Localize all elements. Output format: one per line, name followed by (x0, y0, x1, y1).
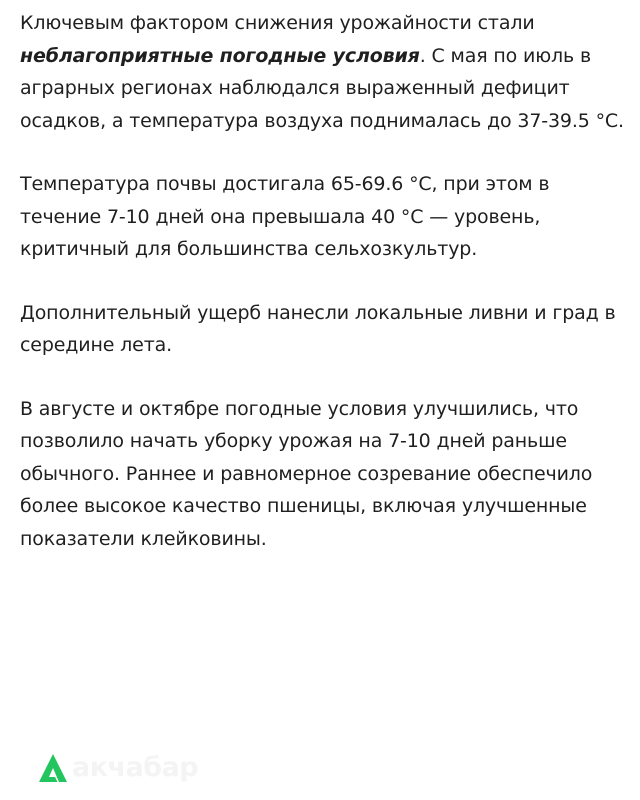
paragraph-local-damage: Дополнительный ущерб нанесли локальные ливни и град в середине лета. (20, 301, 616, 356)
emphasis-weather-conditions: неблагоприятные погодные условия (20, 44, 420, 67)
watermark-logo (38, 752, 198, 783)
paragraph-weather-factor (20, 7, 626, 137)
watermark-text: акчабар (72, 752, 199, 783)
paragraph-harvest-quality: В августе и октябре погодные условия улучшились, что позволило начать уборку урожая на 7-10 дней раньше обычного. Раннее и равномерное созревание обеспечило более высокое качество пшеницы, включая улучшенные показатели клейковины. (20, 397, 593, 550)
paragraph-lead-text: Ключевым фактором снижения урожайности стали (20, 12, 535, 34)
paragraph-rest-text: . С мая по июль в аграрных регионах наблюдался выраженный дефицит осадков, а температура воздуха поднималась до 37-39.5 °С. (20, 44, 624, 132)
article-body (20, 7, 626, 586)
paragraph-soil-temperature: Температура почвы достигала 65-69.6 °С, при этом в течение 7-10 дней она превышала 40 °С — уровень, критичный для большинства сельхозкультур. (20, 173, 550, 260)
akchabar-logo-icon (38, 753, 68, 783)
